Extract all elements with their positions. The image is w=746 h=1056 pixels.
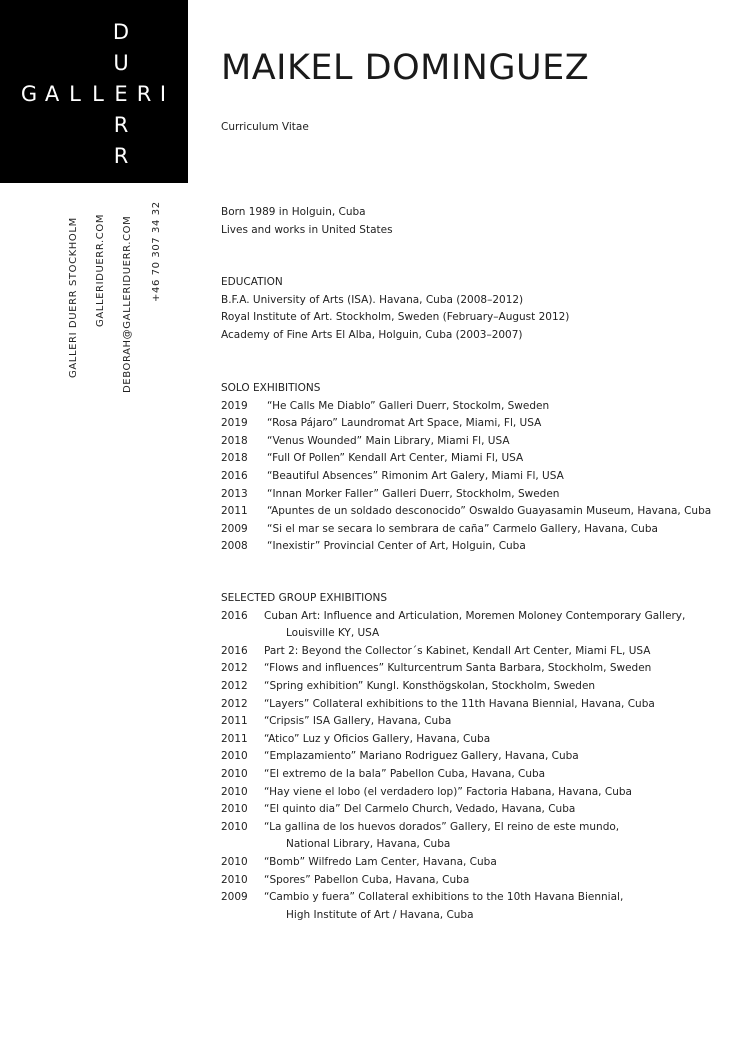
exhibition-title-continued: Louisville KY, USA	[286, 627, 380, 640]
list-item	[221, 433, 711, 451]
exhibition-title: “Spores” Pabellon Cuba, Havana, Cuba	[264, 873, 470, 886]
list-item	[221, 521, 711, 539]
list-item	[221, 696, 685, 714]
exhibition-year: 2018	[221, 434, 248, 447]
artist-name: MAIKEL DOMINGUEZ	[221, 48, 590, 88]
exhibition-title: “Hay viene el lobo (el verdadero lop)” Factoria Habana, Havana, Cuba	[264, 785, 632, 798]
exhibition-title: “La gallina de los huevos dorados” Gallery, El reino de este mundo,	[264, 820, 620, 833]
logo-letter: L	[69, 82, 81, 106]
section-heading: SELECTED GROUP EXHIBITIONS	[221, 592, 388, 604]
exhibition-title-continued: High Institute of Art / Havana, Cuba	[286, 908, 474, 921]
document-subtitle: Curriculum Vitae	[221, 121, 309, 133]
logo-letter: E	[114, 82, 128, 106]
exhibition-title: “Full Of Pollen” Kendall Art Center, Miami Fl, USA	[267, 452, 524, 465]
list-item	[221, 731, 685, 749]
list-item	[221, 801, 685, 819]
exhibition-title: “Si el mar se secara lo sembrara de caña” Carmelo Gallery, Havana, Cuba	[267, 522, 658, 535]
exhibition-title: Cuban Art: Influence and Articulation, Moremen Moloney Contemporary Gallery,	[264, 609, 686, 622]
list-item	[221, 660, 685, 678]
education-section	[221, 274, 569, 344]
exhibition-year: 2012	[221, 679, 248, 692]
list-item	[221, 415, 711, 433]
gallery-address: GALLERI DUERR STOCKHOLM	[68, 217, 79, 378]
logo-letter: D	[112, 20, 130, 44]
exhibition-title: “Apuntes de un soldado desconocido” Oswaldo Guayasamin Museum, Havana, Cuba	[267, 505, 712, 518]
bio-section	[221, 204, 393, 239]
exhibition-year: 2011	[221, 732, 248, 745]
list-item	[221, 468, 711, 486]
exhibition-year: 2016	[221, 469, 248, 482]
solo-exhibitions-section	[221, 380, 711, 556]
list-item	[221, 766, 685, 784]
exhibition-year: 2012	[221, 697, 248, 710]
exhibition-year: 2009	[221, 522, 248, 535]
exhibition-year: 2013	[221, 487, 248, 500]
list-item	[221, 643, 685, 661]
list-item	[221, 450, 711, 468]
logo-letter: R	[136, 82, 152, 106]
group-exhibitions-section	[221, 590, 685, 924]
list-item	[221, 748, 685, 766]
exhibition-title: “Inexistir” Provincial Center of Art, Holguin, Cuba	[267, 540, 526, 553]
logo-letter: L	[92, 82, 104, 106]
list-item	[221, 889, 685, 907]
list-item	[221, 608, 685, 626]
exhibition-title: “Flows and influences” Kulturcentrum Santa Barbara, Stockholm, Sweden	[264, 662, 652, 675]
exhibition-title: Part 2: Beyond the Collector´s Kabinet, Kendall Art Center, Miami FL, USA	[264, 644, 651, 657]
exhibition-title: “Beautiful Absences” Rimonim Art Galery, Miami Fl, USA	[267, 469, 564, 482]
exhibition-year: 2010	[221, 750, 248, 763]
exhibition-title: “Cripsis” ISA Gallery, Havana, Cuba	[264, 715, 452, 728]
gallery-email-link[interactable]: DEBORAH@GALLERIDUERR.COM	[122, 215, 133, 393]
exhibition-year: 2010	[221, 855, 248, 868]
exhibition-title: “Innan Morker Faller” Galleri Duerr, Stockholm, Sweden	[267, 487, 560, 500]
exhibition-title: “He Calls Me Diablo” Galleri Duerr, Stockolm, Sweden	[267, 399, 550, 412]
exhibition-year: 2019	[221, 417, 248, 430]
gallery-phone: +46 70 307 34 32	[151, 201, 162, 302]
exhibition-year: 2019	[221, 399, 248, 412]
logo-letter: R	[113, 144, 129, 168]
exhibition-year: 2011	[221, 505, 248, 518]
list-item	[221, 872, 685, 890]
exhibition-title: “Bomb” Wilfredo Lam Center, Havana, Cuba	[264, 855, 497, 868]
education-item: B.F.A. University of Arts (ISA). Havana, Cuba (2008–2012)	[221, 293, 524, 306]
exhibition-title: “Atico” Luz y Oficios Gallery, Havana, Cuba	[264, 732, 491, 745]
list-item	[221, 503, 711, 521]
gallery-website-link[interactable]: GALLERIDUERR.COM	[95, 213, 106, 327]
gallery-logo	[0, 0, 188, 183]
logo-letter: I	[159, 82, 167, 106]
exhibition-year: 2016	[221, 609, 248, 622]
list-item	[221, 819, 685, 837]
list-item	[221, 538, 711, 556]
exhibition-year: 2009	[221, 891, 248, 904]
exhibition-title: “El quinto dia” Del Carmelo Church, Vedado, Havana, Cuba	[264, 803, 576, 816]
exhibition-title: “Emplazamiento” Mariano Rodriguez Gallery, Havana, Cuba	[264, 750, 579, 763]
exhibition-title-continued: National Library, Havana, Cuba	[286, 838, 451, 851]
exhibition-title: “Spring exhibition” Kungl. Konsthögskolan, Stockholm, Sweden	[264, 679, 596, 692]
exhibition-year: 2010	[221, 873, 248, 886]
exhibition-title: “El extremo de la bala” Pabellon Cuba, Havana, Cuba	[264, 767, 546, 780]
exhibition-title: “Cambio y fuera” Collateral exhibitions to the 10th Havana Biennial,	[264, 891, 624, 904]
education-item: Academy of Fine Arts El Alba, Holguin, Cuba (2003–2007)	[221, 328, 523, 341]
list-item	[221, 398, 711, 416]
logo-letter: G	[20, 82, 38, 106]
exhibition-title: “Venus Wounded” Main Library, Miami Fl, USA	[267, 434, 510, 447]
bio-line: Born 1989 in Holguin, Cuba	[221, 206, 366, 218]
section-heading: EDUCATION	[221, 276, 283, 288]
list-item	[221, 678, 685, 696]
logo-letter: R	[113, 113, 129, 137]
list-item	[221, 854, 685, 872]
list-item	[221, 486, 711, 504]
logo-letter: A	[44, 82, 60, 106]
exhibition-year: 2010	[221, 767, 248, 780]
logo-letter: U	[113, 51, 129, 75]
exhibition-year: 2010	[221, 820, 248, 833]
exhibition-year: 2010	[221, 803, 248, 816]
section-heading: SOLO EXHIBITIONS	[221, 382, 321, 394]
exhibition-year: 2010	[221, 785, 248, 798]
exhibition-year: 2011	[221, 715, 248, 728]
exhibition-title: “Rosa Pájaro” Laundromat Art Space, Miami, Fl, USA	[267, 417, 542, 430]
exhibition-title: “Layers” Collateral exhibitions to the 11th Havana Biennial, Havana, Cuba	[264, 697, 655, 710]
bio-line: Lives and works in United States	[221, 223, 393, 236]
exhibition-year: 2012	[221, 662, 248, 675]
list-item	[221, 713, 685, 731]
exhibition-year: 2008	[221, 540, 248, 553]
exhibition-year: 2016	[221, 644, 248, 657]
list-item	[221, 784, 685, 802]
education-item: Royal Institute of Art. Stockholm, Sweden (February–August 2012)	[221, 311, 570, 324]
exhibition-year: 2018	[221, 452, 248, 465]
